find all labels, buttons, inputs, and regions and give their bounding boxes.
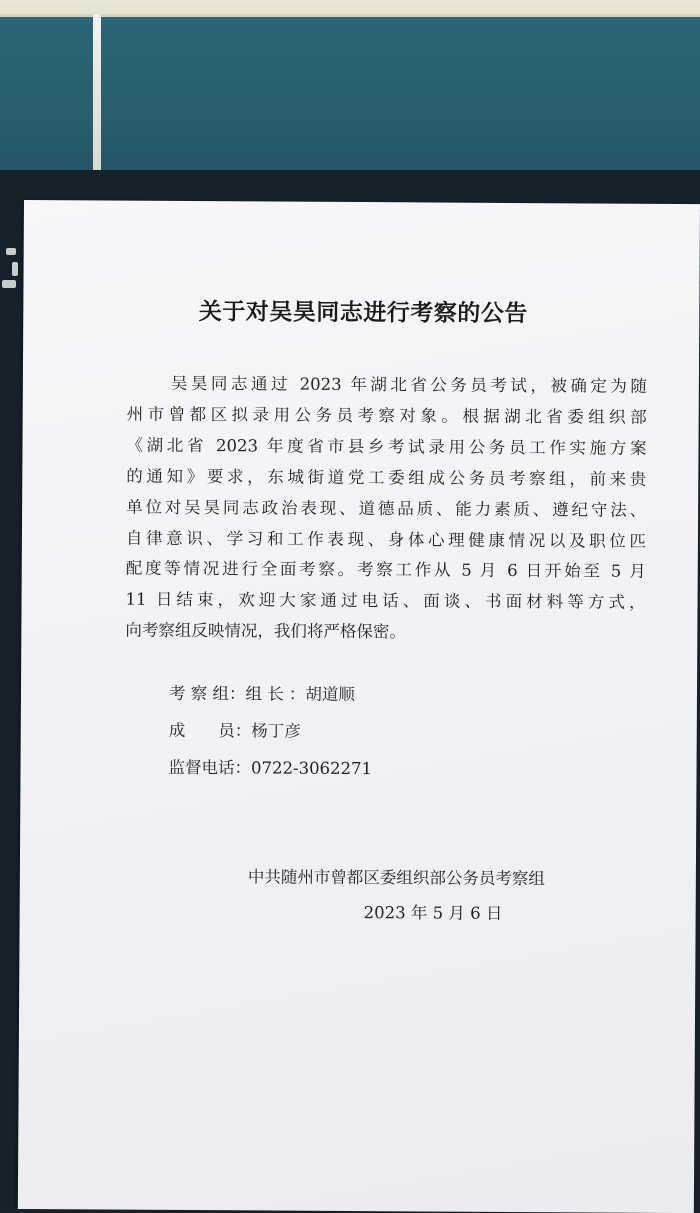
notice-title: 关于对吴昊同志进行考察的公告: [198, 298, 528, 328]
body-line: 11 日结束，欢迎大家通过电话、面谈、书面材料等方式，: [125, 589, 646, 613]
board-fleck: [2, 280, 16, 288]
body-line: 向考察组反映情况，我们将严格保密。: [125, 620, 406, 642]
body-line: 的通知》要求，东城街道党工委组成公务员考察组，前来贵: [126, 466, 647, 489]
inspection-group-member: 成 员：杨丁彦: [168, 720, 301, 741]
body-line: 州市曾都区拟录用公务员考察对象。根据湖北省委组织部: [126, 404, 647, 427]
body-line: 配度等情况进行全面考察。考察工作从 5 月 6 日开始至 5 月: [125, 559, 646, 582]
notice-body: [125, 369, 647, 650]
body-line: 吴昊同志通过 2023 年湖北省公务员考试，被确定为随: [170, 373, 647, 396]
inspection-group-leader: 考 察 组：组 长 ：胡道顺: [168, 683, 356, 705]
board-fleck: [12, 262, 18, 276]
issuer-signature: 中共随州市曾都区委组织部公务员考察组: [247, 867, 545, 889]
supervision-phone: 监督电话：0722-3062271: [168, 757, 373, 779]
body-line: 自律意识、学习和工作表现、身体心理健康情况以及职位匹: [125, 528, 646, 551]
notice-paper: [18, 200, 700, 1213]
issue-date: 2023 年 5 月 6 日: [363, 903, 503, 923]
body-line: 《湖北省 2023 年度省市县乡考试录用公务员工作实施方案: [126, 435, 647, 458]
body-line: 单位对吴昊同志政治表现、道德品质、能力素质、遵纪守法、: [126, 497, 647, 520]
wall-streak: [93, 14, 101, 186]
board-fleck: [6, 248, 16, 255]
